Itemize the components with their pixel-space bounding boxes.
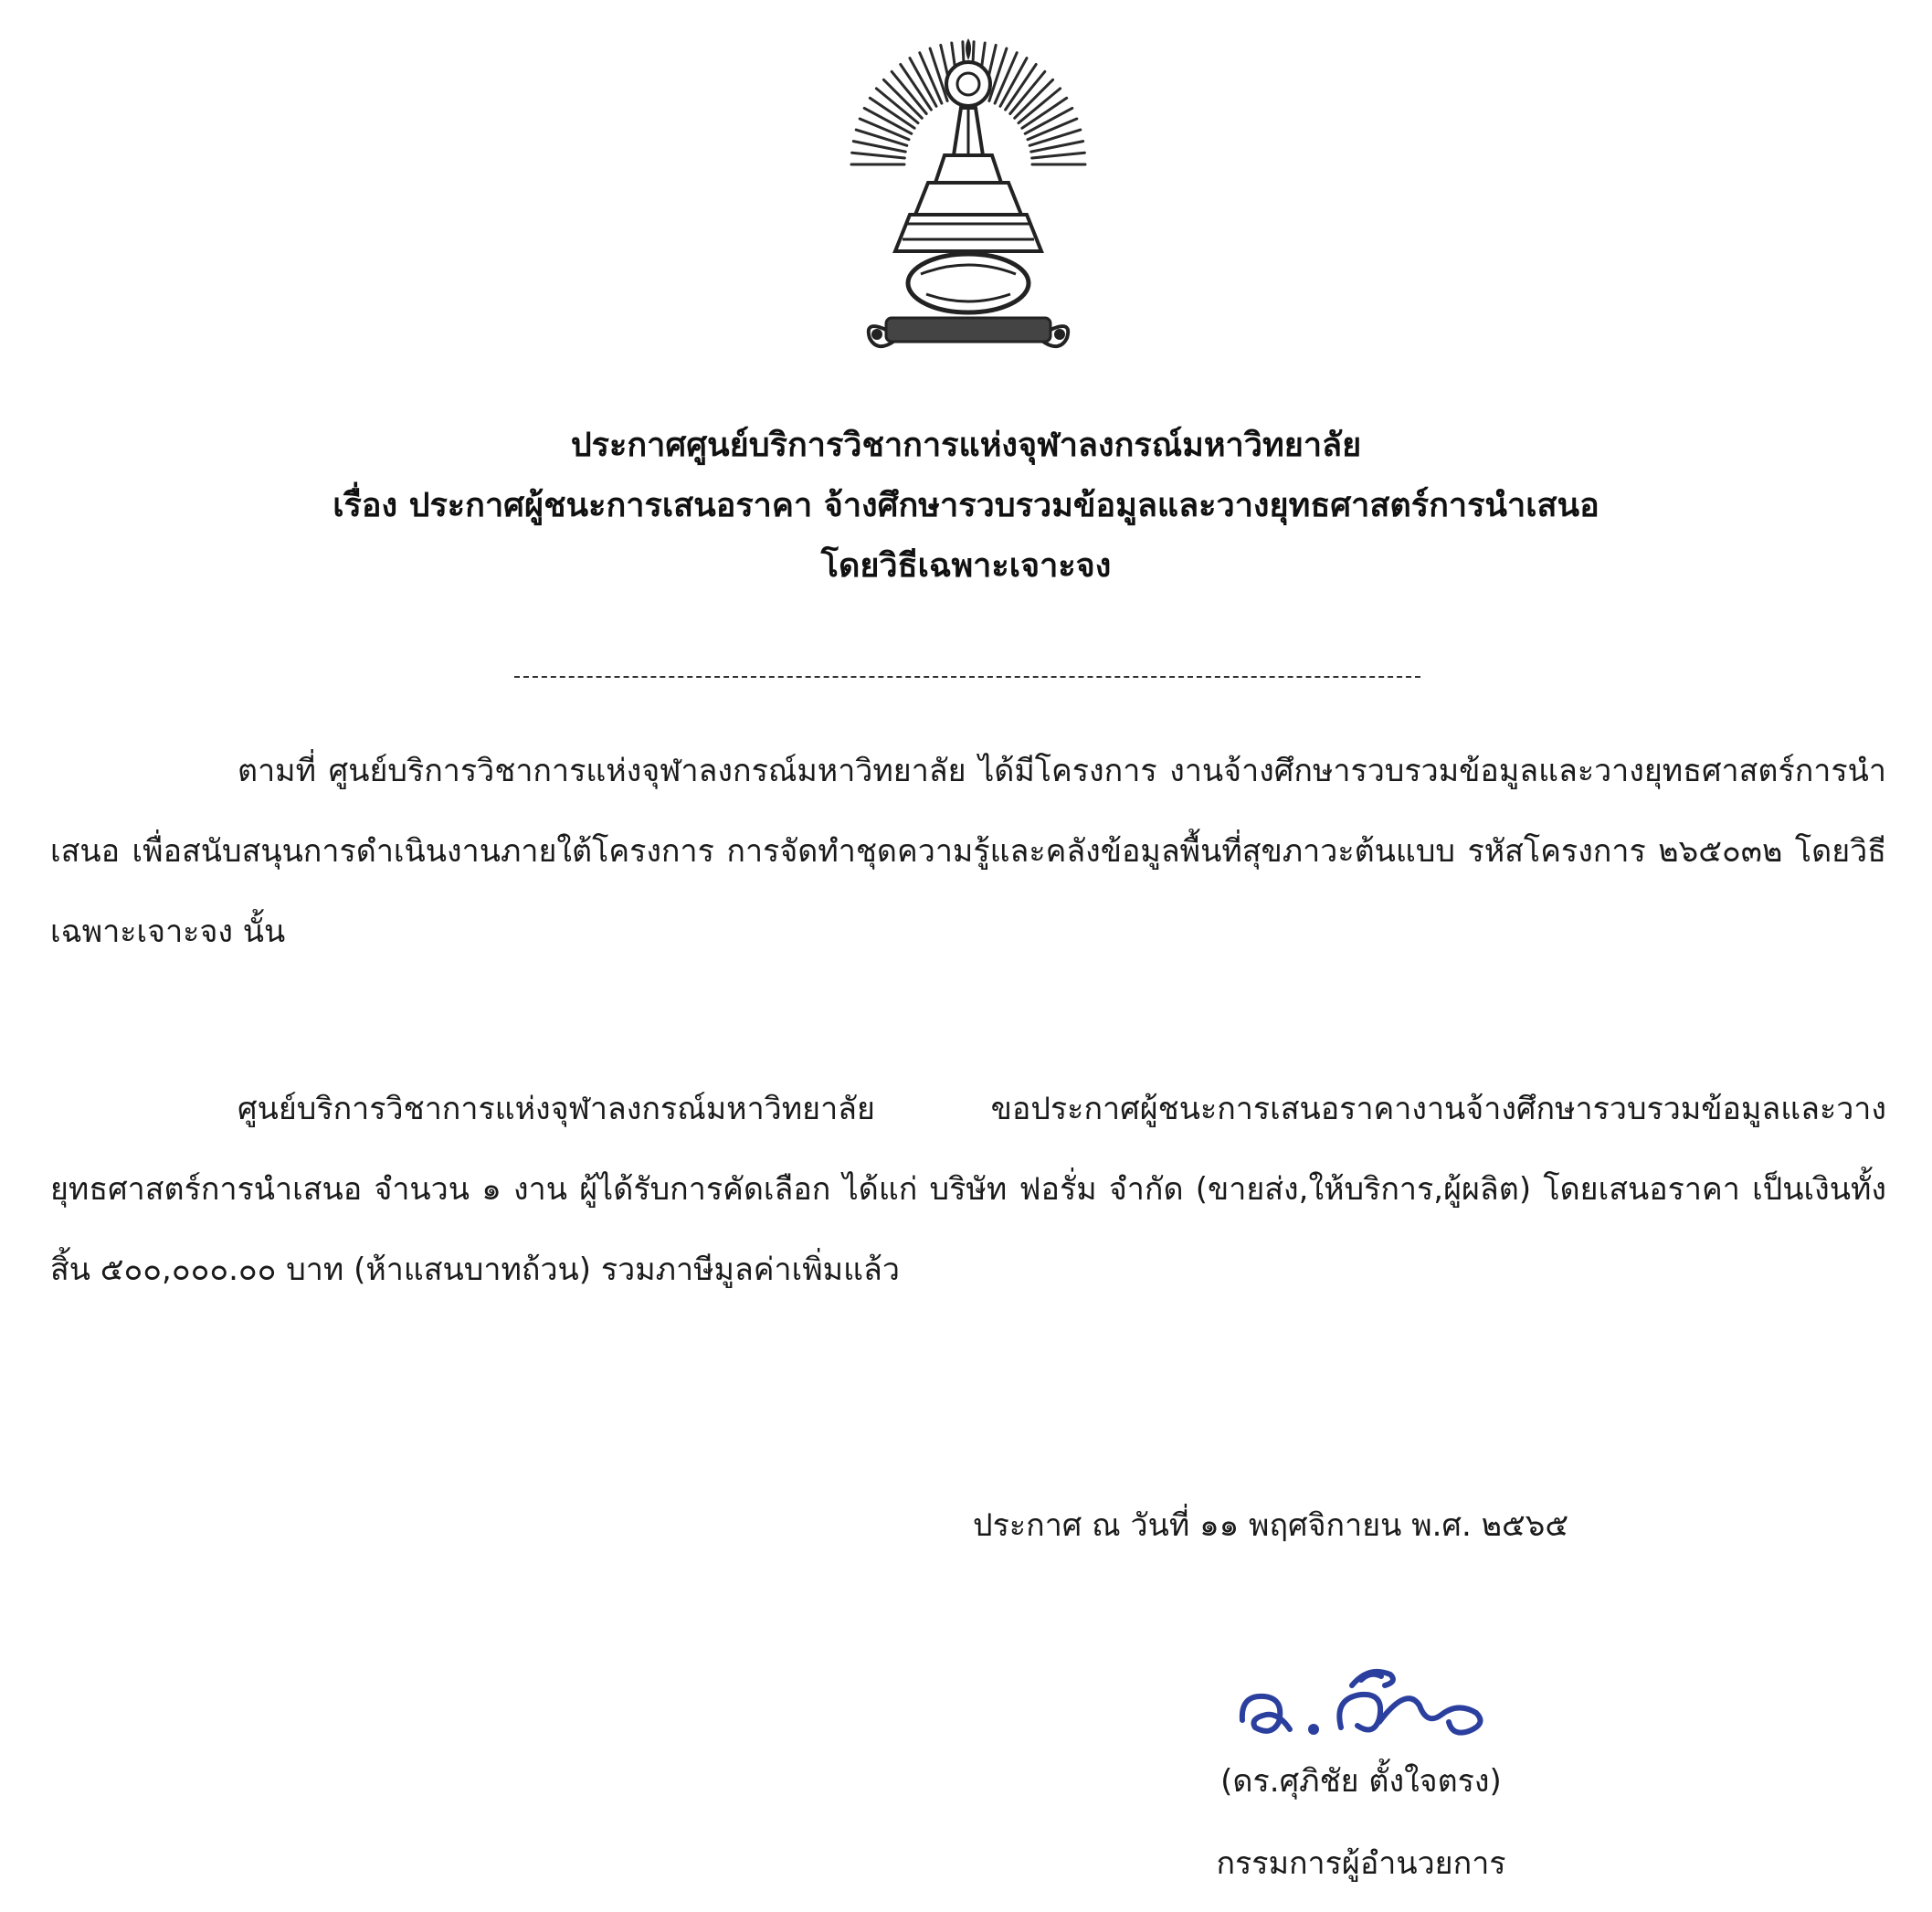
title-line-2: เรื่อง ประกาศผู้ชนะการเสนอราคา จ้างศึกษารวบรวมข้อมูลและวางยุทธศาสตร์การนำเสนอ (333, 487, 1599, 524)
title-line-1: ประกาศศูนย์บริการวิชาการแห่งจุฬาลงกรณ์มหาวิทยาลัย (570, 427, 1362, 464)
announcement-date: ประกาศ ณ วันที่ ๑๑ พฤศจิกายน พ.ศ. ๒๕๖๕ (973, 1507, 1569, 1544)
handwritten-signature (1224, 1649, 1498, 1749)
phra-kiao-emblem-icon (850, 27, 1087, 365)
title-line-3: โดยวิธีเฉพาะเจาะจง (820, 547, 1112, 585)
title-divider (514, 676, 1420, 678)
announcement-title (0, 416, 1932, 597)
signer-title: กรรมการผู้อำนวยการ (1216, 1845, 1506, 1882)
paragraph-1-text: ตามที่ ศูนย์บริการวิชาการแห่งจุฬาลงกรณ์มหาวิทยาลัย ได้มีโครงการ งานจ้างศึกษารวบรวมข้อมูลและวางยุทธศาสตร์การนำเสนอ เพื่อสนับสนุนการดำเนินงานภายใต้โครงการ การจัดทำชุดความรู้และคลังข้อมูลพื้นที่สุขภาวะต้นแบบ รหัสโครงการ ๒๖๕๐๓๒ โดยวิธีเฉพาะเจาะจง นั้น (50, 753, 1886, 950)
paragraph-2-text: ศูนย์บริการวิชาการแห่งจุฬาลงกรณ์มหาวิทยาลัย ขอประกาศผู้ชนะการเสนอราคางานจ้างศึกษารวบรวมข้อมูลและวางยุทธศาสตร์การนำเสนอ จำนวน ๑ งาน ผู้ได้รับการคัดเลือก ได้แก่ บริษัท ฟอรั่ม จำกัด (ขายส่ง,ให้บริการ,ผู้ผลิต) โดยเสนอราคา เป็นเงินทั้งสิ้น ๕๐๐,๐๐๐.๐๐ บาท (ห้าแสนบาทถ้วน) รวมภาษีมูลค่าเพิ่มแล้ว (50, 1091, 1886, 1288)
paragraph-project-background (50, 731, 1886, 972)
signer-name: (ดร.ศุภิชัย ตั้งใจตรง) (1220, 1763, 1502, 1800)
paragraph-winner-announcement (50, 1069, 1886, 1310)
